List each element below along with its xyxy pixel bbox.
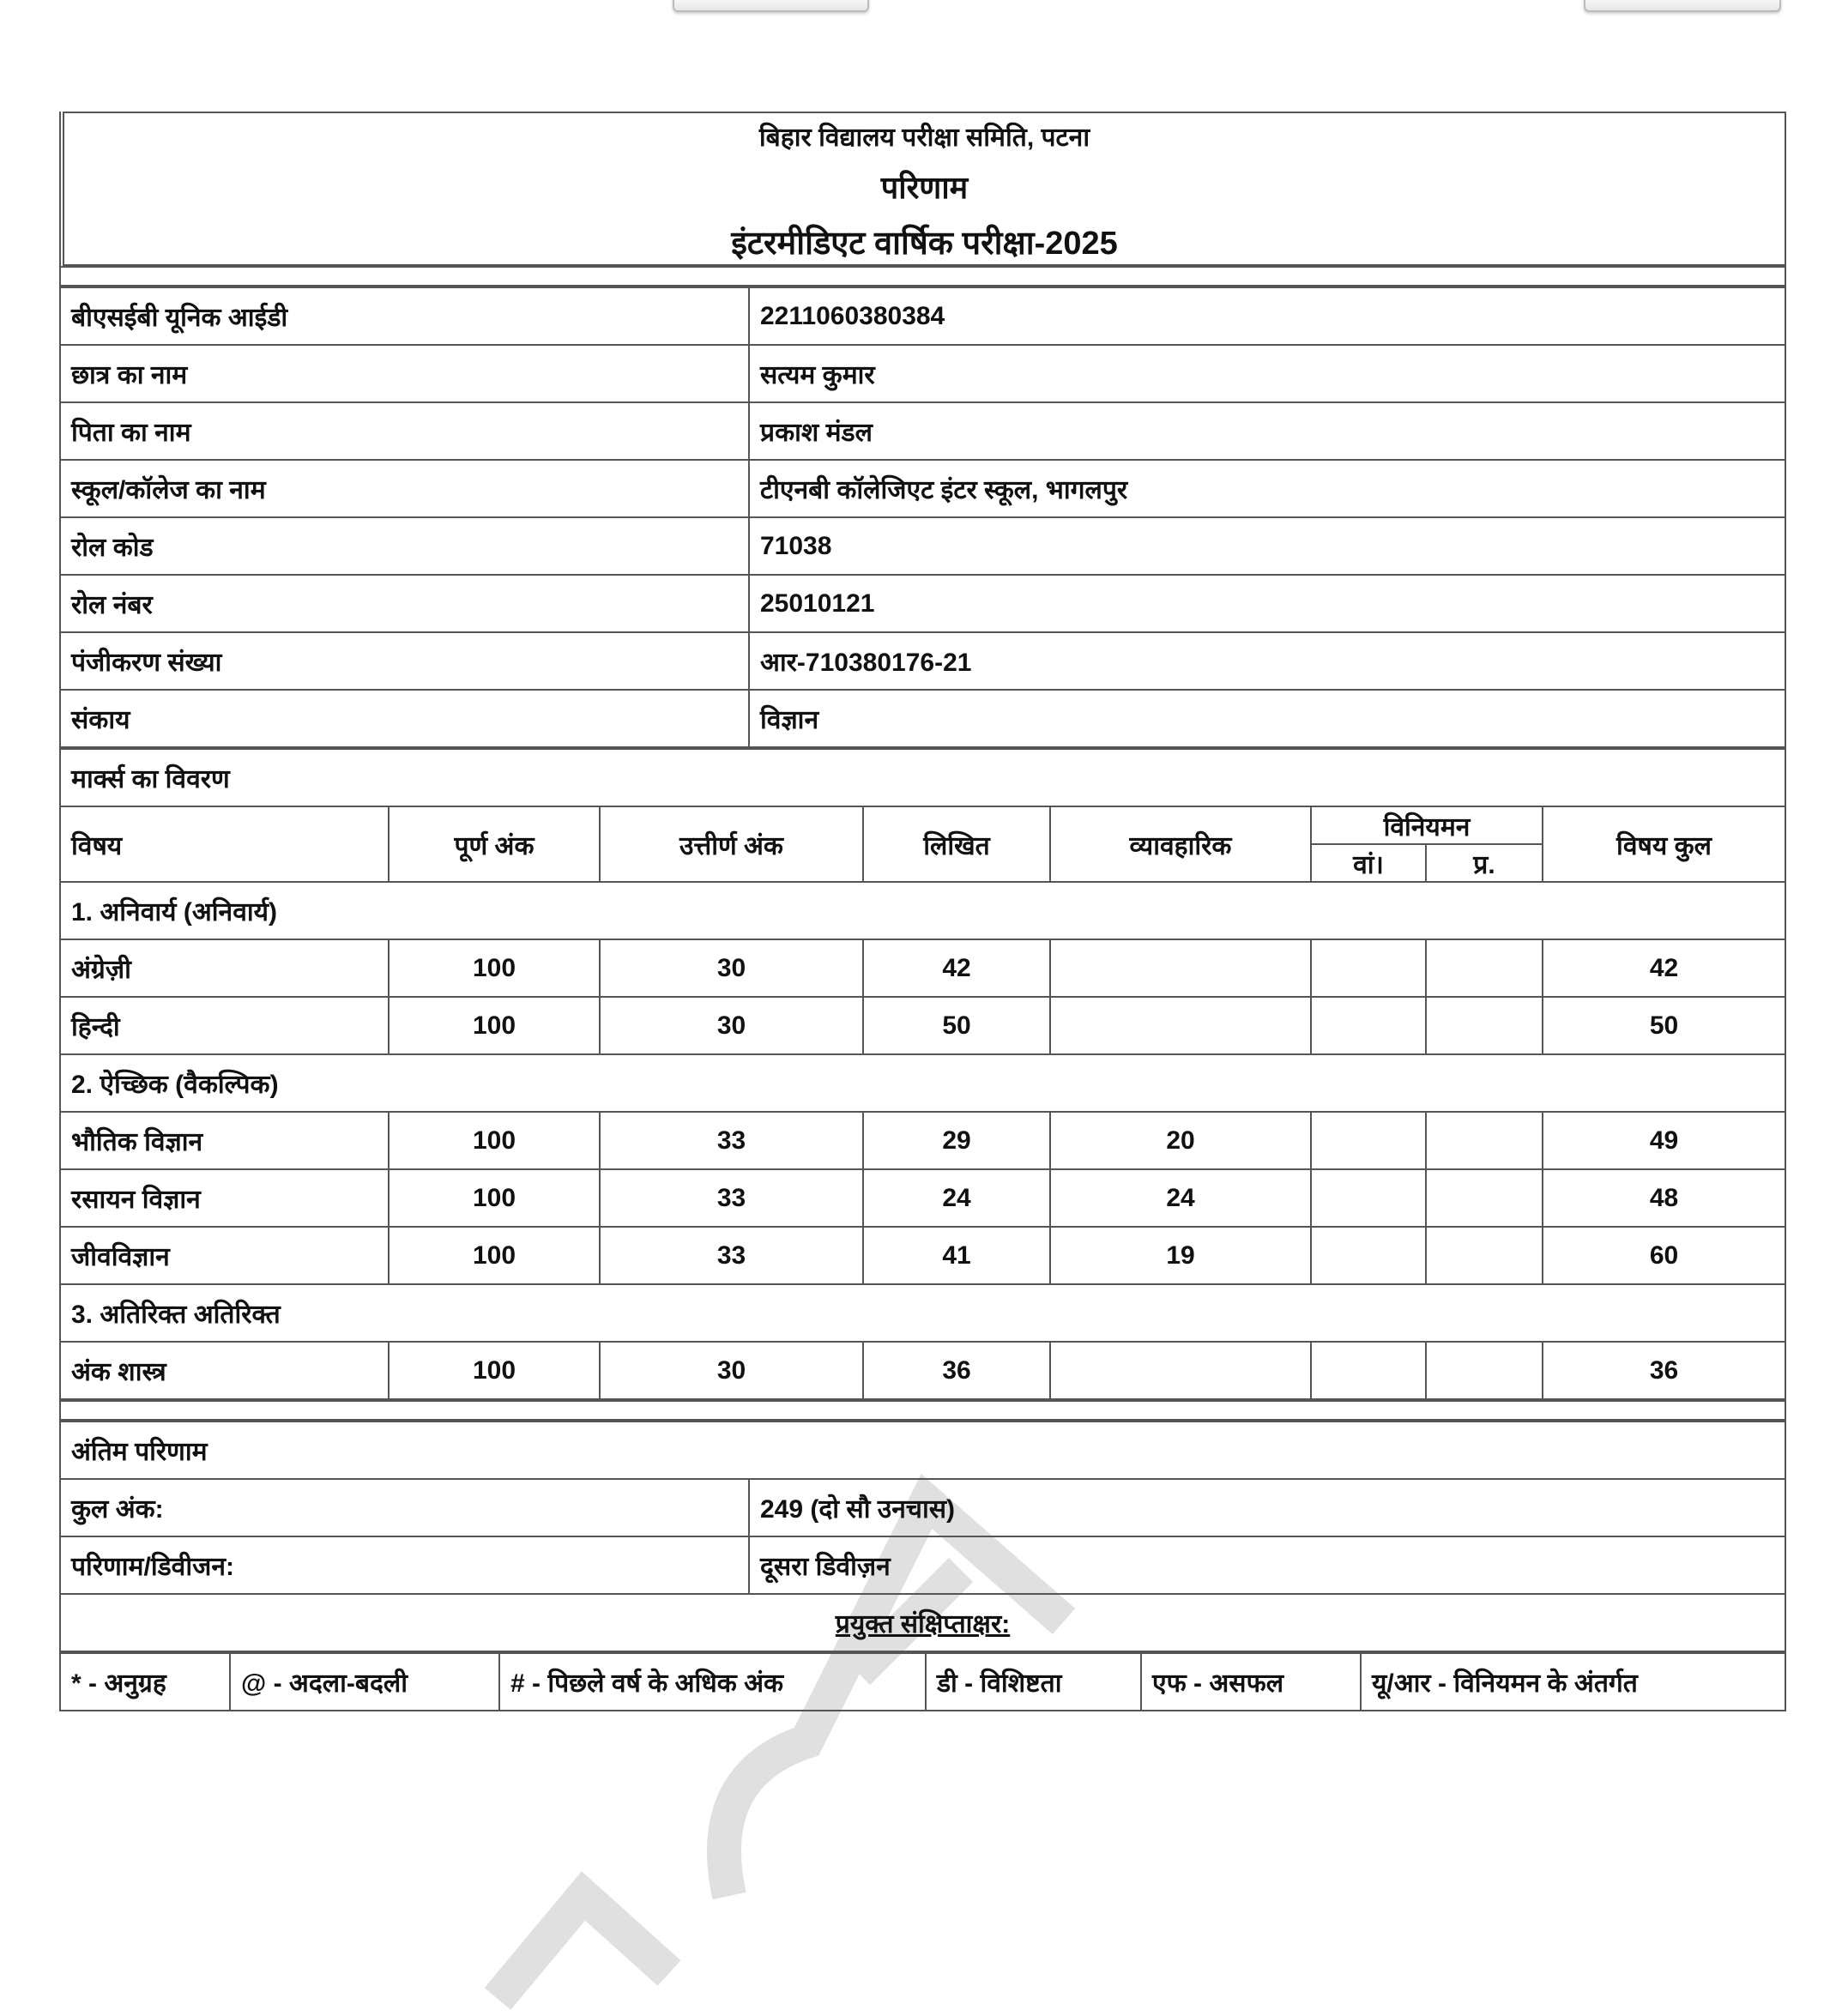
cell-reg_a — [1311, 997, 1426, 1054]
cell-subject: रसायन विज्ञान — [60, 1169, 389, 1227]
cell-subject: भौतिक विज्ञान — [60, 1112, 389, 1169]
final-result-title: अंतिम परिणाम — [60, 1421, 1785, 1479]
col-pass-marks: उत्तीर्ण अंक — [600, 806, 863, 882]
info-label: संकाय — [60, 690, 749, 747]
subject-row — [60, 939, 1785, 997]
cell-reg_b — [1426, 1227, 1543, 1284]
document-title: परिणाम — [880, 170, 969, 205]
cell-full: 100 — [389, 997, 600, 1054]
abbreviation-item: एफ - असफल — [1141, 1653, 1361, 1711]
col-reg-a: वां। — [1311, 844, 1426, 882]
info-value: टीएनबी कॉलेजिएट इंटर स्कूल, भागलपुर — [749, 460, 1785, 517]
total-marks-label: कुल अंक: — [60, 1479, 749, 1536]
cell-practical: 20 — [1050, 1112, 1311, 1169]
info-label: रोल नंबर — [60, 575, 749, 632]
cell-pass: 30 — [600, 997, 863, 1054]
section-title: 3. अतिरिक्त अतिरिक्त — [60, 1284, 1785, 1342]
subject-row — [60, 1342, 1785, 1399]
division-value: दूसरा डिवीज़न — [749, 1536, 1785, 1594]
cell-full: 100 — [389, 1112, 600, 1169]
info-row — [60, 287, 1785, 345]
info-label: रोल कोड — [60, 517, 749, 575]
col-subject: विषय — [60, 806, 389, 882]
info-label: पंजीकरण संख्या — [60, 632, 749, 690]
info-row — [60, 345, 1785, 402]
cell-total: 60 — [1543, 1227, 1785, 1284]
cell-subject: अंग्रेज़ी — [60, 939, 389, 997]
final-result-table — [59, 1421, 1786, 1652]
cell-practical: 24 — [1050, 1169, 1311, 1227]
cell-pass: 33 — [600, 1169, 863, 1227]
info-value: आर-710380176-21 — [749, 632, 1785, 690]
cell-reg_a — [1311, 1112, 1426, 1169]
abbreviation-item: * - अनुग्रह — [60, 1653, 230, 1711]
subject-row — [60, 997, 1785, 1054]
col-practical: व्यावहारिक — [1050, 806, 1311, 882]
student-info-table — [59, 287, 1786, 748]
info-label: स्कूल/कॉलेज का नाम — [60, 460, 749, 517]
cell-reg_b — [1426, 1342, 1543, 1399]
cell-pass: 30 — [600, 1342, 863, 1399]
cell-reg_a — [1311, 1227, 1426, 1284]
info-row — [60, 690, 1785, 747]
info-row — [60, 460, 1785, 517]
subject-row — [60, 1227, 1785, 1284]
cell-full: 100 — [389, 1169, 600, 1227]
info-value: 71038 — [749, 517, 1785, 575]
cell-reg_a — [1311, 939, 1426, 997]
cell-subject: अंक शास्त्र — [60, 1342, 389, 1399]
cell-full: 100 — [389, 1227, 600, 1284]
exam-name: इंटरमीडिएट वार्षिक परीक्षा-2025 — [731, 226, 1118, 262]
cell-total: 50 — [1543, 997, 1785, 1054]
cell-pass: 33 — [600, 1227, 863, 1284]
cell-pass: 33 — [600, 1112, 863, 1169]
cell-written: 36 — [863, 1342, 1050, 1399]
info-value: सत्यम कुमार — [749, 345, 1785, 402]
result-document — [59, 112, 1786, 1711]
info-label: छात्र का नाम — [60, 345, 749, 402]
section-title: 2. ऐच्छिक (वैकल्पिक) — [60, 1054, 1785, 1112]
cell-reg_b — [1426, 1169, 1543, 1227]
col-regulation: विनियमन — [1311, 806, 1543, 844]
cell-subject: जीवविज्ञान — [60, 1227, 389, 1284]
col-written: लिखित — [863, 806, 1050, 882]
abbreviation-item: # - पिछले वर्ष के अधिक अंक — [499, 1653, 926, 1711]
col-reg-b: प्र. — [1426, 844, 1543, 882]
division-label: परिणाम/डिवीजन: — [60, 1536, 749, 1594]
cell-reg_a — [1311, 1169, 1426, 1227]
abbreviation-item: डी - विशिष्टता — [926, 1653, 1141, 1711]
abbreviations-title: प्रयुक्त संक्षिप्ताक्षर: — [835, 1610, 1011, 1639]
col-subject-total: विषय कुल — [1543, 806, 1785, 882]
cell-reg_a — [1311, 1342, 1426, 1399]
col-full-marks: पूर्ण अंक — [389, 806, 600, 882]
cell-total: 48 — [1543, 1169, 1785, 1227]
info-label: बीएसईबी यूनिक आईडी — [60, 287, 749, 345]
cell-written: 29 — [863, 1112, 1050, 1169]
abbreviations-table — [59, 1652, 1786, 1711]
cell-practical: 19 — [1050, 1227, 1311, 1284]
info-value: विज्ञान — [749, 690, 1785, 747]
info-value: 25010121 — [749, 575, 1785, 632]
info-row — [60, 575, 1785, 632]
cell-total: 42 — [1543, 939, 1785, 997]
info-row — [60, 632, 1785, 690]
top-button-left[interactable] — [673, 0, 869, 12]
info-row — [60, 402, 1785, 460]
cell-total: 49 — [1543, 1112, 1785, 1169]
cell-full: 100 — [389, 1342, 600, 1399]
info-value: 2211060380384 — [749, 287, 1785, 345]
cell-subject: हिन्दी — [60, 997, 389, 1054]
cell-total: 36 — [1543, 1342, 1785, 1399]
info-label: पिता का नाम — [60, 402, 749, 460]
section-title: 1. अनिवार्य (अनिवार्य) — [60, 882, 1785, 939]
top-button-right[interactable] — [1584, 0, 1781, 12]
abbreviation-item: यू/आर - विनियमन के अंतर्गत — [1361, 1653, 1785, 1711]
cell-written: 42 — [863, 939, 1050, 997]
cell-reg_b — [1426, 1112, 1543, 1169]
cell-written: 41 — [863, 1227, 1050, 1284]
subject-row — [60, 1169, 1785, 1227]
cell-practical — [1050, 997, 1311, 1054]
abbreviation-item: @ - अदला-बदली — [230, 1653, 499, 1711]
cell-written: 50 — [863, 997, 1050, 1054]
cell-full: 100 — [389, 939, 600, 997]
marks-title: मार्क्स का विवरण — [60, 749, 1785, 806]
cell-practical — [1050, 939, 1311, 997]
header-block — [59, 112, 1786, 266]
cell-written: 24 — [863, 1169, 1050, 1227]
total-marks-value: 249 (दो सौ उनचास) — [749, 1479, 1785, 1536]
info-value: प्रकाश मंडल — [749, 402, 1785, 460]
board-name: बिहार विद्यालय परीक्षा समिति, पटना — [758, 124, 1090, 152]
cell-practical — [1050, 1342, 1311, 1399]
cell-pass: 30 — [600, 939, 863, 997]
cell-reg_b — [1426, 939, 1543, 997]
info-row — [60, 517, 1785, 575]
cell-reg_b — [1426, 997, 1543, 1054]
marks-table — [59, 748, 1786, 1400]
subject-row — [60, 1112, 1785, 1169]
